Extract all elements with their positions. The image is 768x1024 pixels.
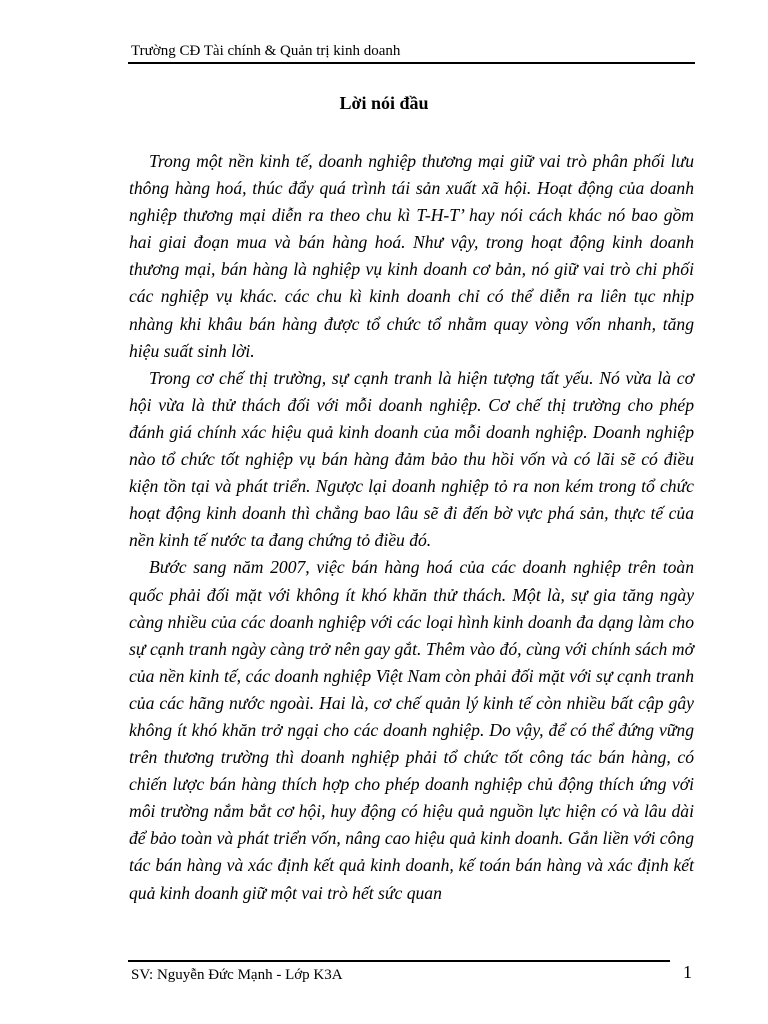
page-header: Trường CĐ Tài chính & Quản trị kinh doanh bbox=[131, 43, 401, 59]
body-text bbox=[129, 148, 694, 907]
page-title: Lời nói đầu bbox=[339, 93, 429, 113]
paragraph-1: Trong một nền kinh tế, doanh nghiệp thương mại giữ vai trò phân phối lưu thông hàng hoá, thúc đẩy quá trình tái sản xuất xã hội. Hoạt động của doanh nghiệp thương mại diễn ra theo chu kì T-H-T’ hay nói cách khác nó bao gồm hai giai đoạn mua và bán hàng hoá. Như vậy, trong hoạt động kinh doanh thương mại, bán hàng là nghiệp vụ kinh doanh cơ bản, nó giữ vai trò chi phối các nghiệp vụ khác. các chu kì kinh doanh chỉ có thể diễn ra liên tục nhịp nhàng khi khâu bán hàng được tổ chức tổ nhằm quay vòng vốn nhanh, tăng hiệu suất sinh lời. bbox=[129, 151, 694, 361]
paragraph-2: Trong cơ chế thị trường, sự cạnh tranh là hiện tượng tất yếu. Nó vừa là cơ hội vừa là thử thách đối với mỗi doanh nghiệp. Cơ chế thị trường cho phép đánh giá chính xác hiệu quả kinh doanh của mỗi doanh nghiệp. Doanh nghiệp nào tổ chức tốt nghiệp vụ bán hàng đảm bảo thu hồi vốn và có lãi sẽ có điều kiện tồn tại và phát triển. Ngược lại doanh nghiệp tỏ ra non kém trong tổ chức hoạt động kinh doanh thì chẳng bao lâu sẽ đi đến bờ vực phá sản, thực tế của nền kinh tế nước ta đang chứng tỏ điều đó. bbox=[129, 367, 694, 551]
page-footer: SV: Nguyễn Đức Mạnh - Lớp K3A bbox=[131, 967, 343, 983]
footer-divider bbox=[128, 960, 670, 962]
paragraph-3: Bước sang năm 2007, việc bán hàng hoá của các doanh nghiệp trên toàn quốc phải đối mặt với không ít khó khăn thử thách. Một là, sự gia tăng ngày càng nhiều của các doanh nghiệp với các loại hình kinh doanh đa dạng làm cho sự cạnh tranh ngày càng trở nên gay gắt. Thêm vào đó, cùng với chính sách mở của nền kinh tế, các doanh nghiệp Việt Nam còn phải đối mặt với sự cạnh tranh của các hãng nước ngoài. Hai là, cơ chế quản lý kinh tế còn nhiều bất cập gây không ít khó khăn trở ngại cho các doanh nghiệp. Do vậy, để có thể đứng vững trên thương trường thì doanh nghiệp phải tổ chức tốt công tác bán hàng, có chiến lược bán hàng thích hợp cho phép doanh nghiệp chủ động thích ứng với môi trường nắm bắt cơ hội, huy động có hiệu quả nguồn lực hiện có và lâu dài để bảo toàn và phát triển vốn, nâng cao hiệu quả kinh doanh. Gắn liền với công tác bán hàng và xác định kết quả kinh doanh, kế toán bán hàng và xác định kết quả kinh doanh giữ một vai trò hết sức quan bbox=[129, 557, 694, 903]
page-number: 1 bbox=[683, 962, 692, 982]
header-divider bbox=[128, 62, 695, 64]
